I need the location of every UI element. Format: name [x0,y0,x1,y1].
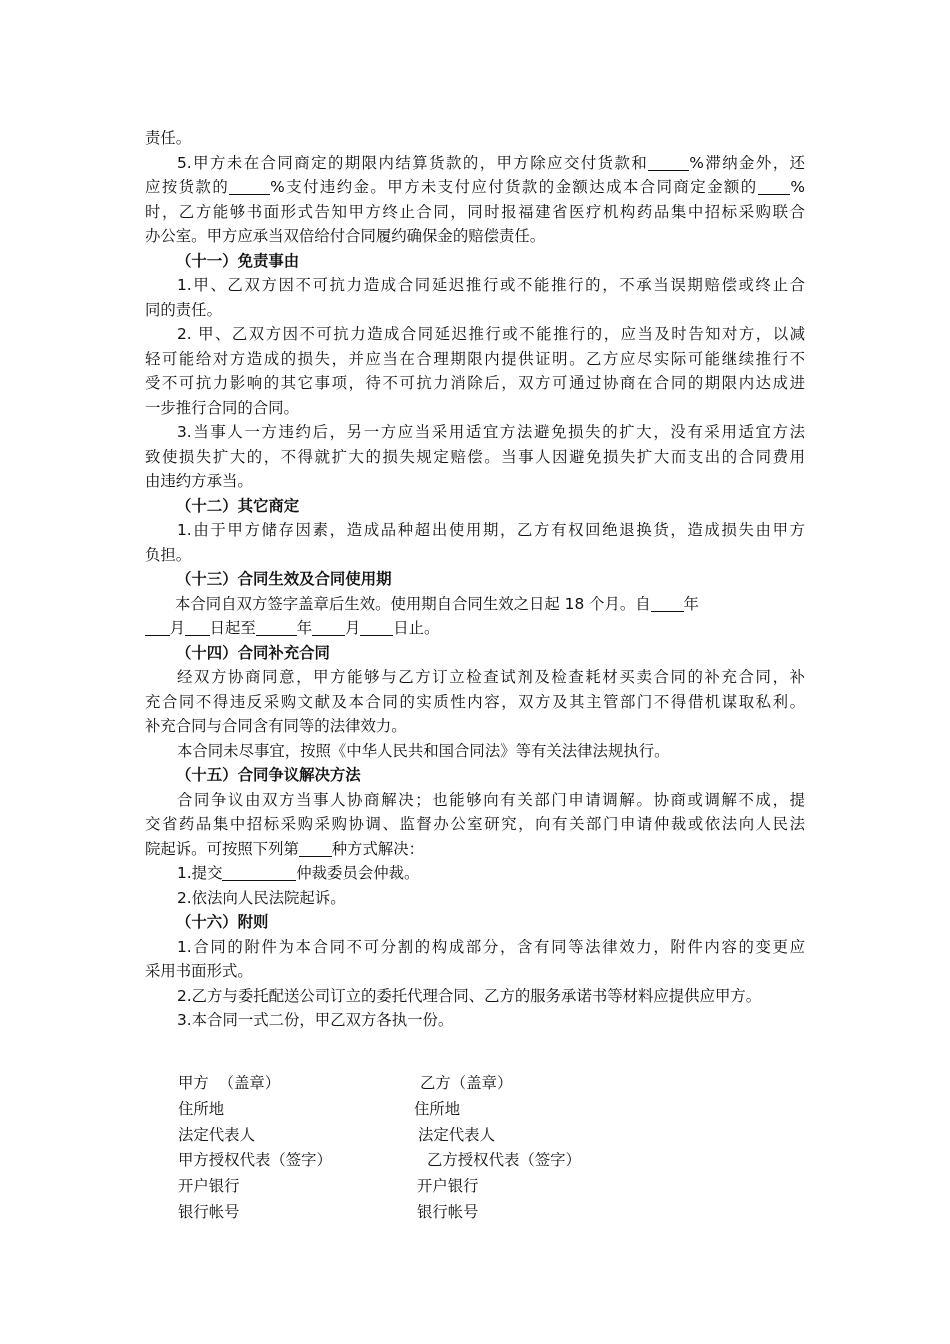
text-line: 轻可能给对方造成的损失，并应当在合理期限内提供证明。乙方应尽实际可能继续推行不 [145,349,805,368]
party-a-field: 开户银行 [178,1177,240,1196]
text-line: 2.乙方与委托配送公司订立的委托代理合同、乙方的服务承诺书等材料应提供应甲方。 [177,986,762,1005]
text-line: 1.由于甲方储存因素，造成品种超出使用期，乙方有权回绝退换货，造成损失由甲方 [177,521,805,539]
party-a-field: 银行帐号 [178,1202,240,1221]
blank-line [256,618,297,636]
signature-row [178,1148,778,1174]
text-line: 月 日起至 年 月 日止。 [145,616,805,641]
party-b-field: 乙方授权代表（签字） [427,1151,581,1170]
text-line: 交省药品集中招标采购采购协调、监督办公室研究，向有关部门申请仲裁或依法向人民法 [145,815,805,833]
text-line: 由违约方承当。 [145,472,253,490]
blank-line [222,863,296,881]
text-line: 充合同不得违反采购文献及本合同的实质性内容，双方及其主管部门不得借机谋取私利。 [145,692,805,711]
signature-row [178,1097,778,1123]
text-line: 补充合同与合同含有同等的法律效力。 [145,717,407,735]
text-line: 院起诉。可按照下列第 种方式解决： [145,839,425,858]
party-b-field: 银行帐号 [417,1202,479,1221]
text-line: 2.依法向人民法院起诉。 [177,888,346,907]
section-heading: （十五）合同争议解决方法 [176,766,361,784]
blank-line [185,618,210,636]
section-heading: （十四）合同补充合同 [176,643,330,662]
text-line: 受不可抗力影响的其它事项，待不可抗力消除后，双方可通过协商在合同的期限内达成进 [145,374,805,392]
text-line: 时，乙方能够书面形式告知甲方终止合同，同时报福建省医疗机构药品集中招标采购联合 [145,202,805,221]
text-line: 1.合同的附件为本合同不可分割的构成部分，含有同等法律效力，附件内容的变更应 [177,937,805,956]
text-line: 3.本合同一式二份，甲乙双方各执一份。 [177,1011,454,1029]
text-line: 办公室。甲方应承当双倍给付合同履约确保金的赔偿责任。 [145,227,546,245]
text-line: 同的责任。 [145,300,222,319]
party-a-field: 法定代表人 [178,1125,255,1144]
signature-row [178,1200,778,1226]
party-b-field: 住所地 [414,1099,461,1118]
text-line: 本合同未尽事宜，按照《中华人民共和国合同法》等有关法律法规执行。 [177,741,670,760]
blank-line [651,594,684,612]
party-b-field: 开户银行 [417,1177,479,1196]
party-a-field: 甲方授权代表（签字） [178,1151,332,1170]
blank-line [758,177,791,195]
contract-body [145,126,805,1033]
section-heading: （十一）免责事由 [176,251,300,270]
text-line: 经双方协商同意，甲方能够与乙方订立检查试剂及检查耗材买卖合同的补充合同，补 [177,668,805,686]
party-a-field: 甲方 （盖章） [178,1074,281,1092]
text-line: 本合同自双方签字盖章后生效。使用期自合同生效之日起 18 个月。自 年 [175,594,699,613]
section-heading: （十六）附则 [176,913,269,931]
party-a-field: 住所地 [178,1099,225,1118]
text-line: 负担。 [145,545,192,564]
blank-line [648,153,689,171]
party-b-field: 法定代表人 [418,1125,495,1144]
text-line: 3.当事人一方违约后，另一方应当采用适宜方法避免损失的扩大，没有采用适宜方法 [177,423,805,441]
section-heading: （十三）合同生效及合同使用期 [176,570,392,588]
text-line: 采用书面形式。 [145,962,253,980]
signature-row [178,1123,778,1149]
text-line: 1.甲、乙双方因不可抗力造成合同延迟推行或不能推行的，不承当误期赔偿或终止合 [177,276,805,294]
text-line: 1.提交 仲裁委员会仲裁。 [177,864,420,882]
blank-line [145,618,170,636]
signature-row [178,1071,778,1097]
text-line: 致使损失扩大的，不得就扩大的损失规定赔偿。当事人因避免损失扩大而支出的合同费用 [145,447,805,466]
text-line: 合同争议由双方当事人协商解决；也能够向有关部门申请调解。协商或调解不成，提 [177,790,805,809]
party-b-field: 乙方（盖章） [420,1074,513,1092]
text-line: 责任。 [145,129,192,147]
text-line: 应按货款的 %支付违约金。甲方未支付应付货款的金额达成本合同商定金额的 % [145,178,805,196]
text-line: 一步推行合同的合同。 [145,398,299,417]
signature-row [178,1174,778,1200]
blank-line [312,618,345,636]
blank-line [360,618,393,636]
section-heading: （十二）其它商定 [176,496,300,515]
signature-block [178,1071,778,1226]
blank-line [299,839,332,857]
blank-line [229,177,270,195]
text-line: 2. 甲、乙双方因不可抗力造成合同延迟推行或不能推行的，应当及时告知对方，以减 [177,325,805,343]
text-line: 5.甲方未在合同商定的期限内结算货款的，甲方除应交付货款和 %滞纳金外，还 [177,153,805,172]
